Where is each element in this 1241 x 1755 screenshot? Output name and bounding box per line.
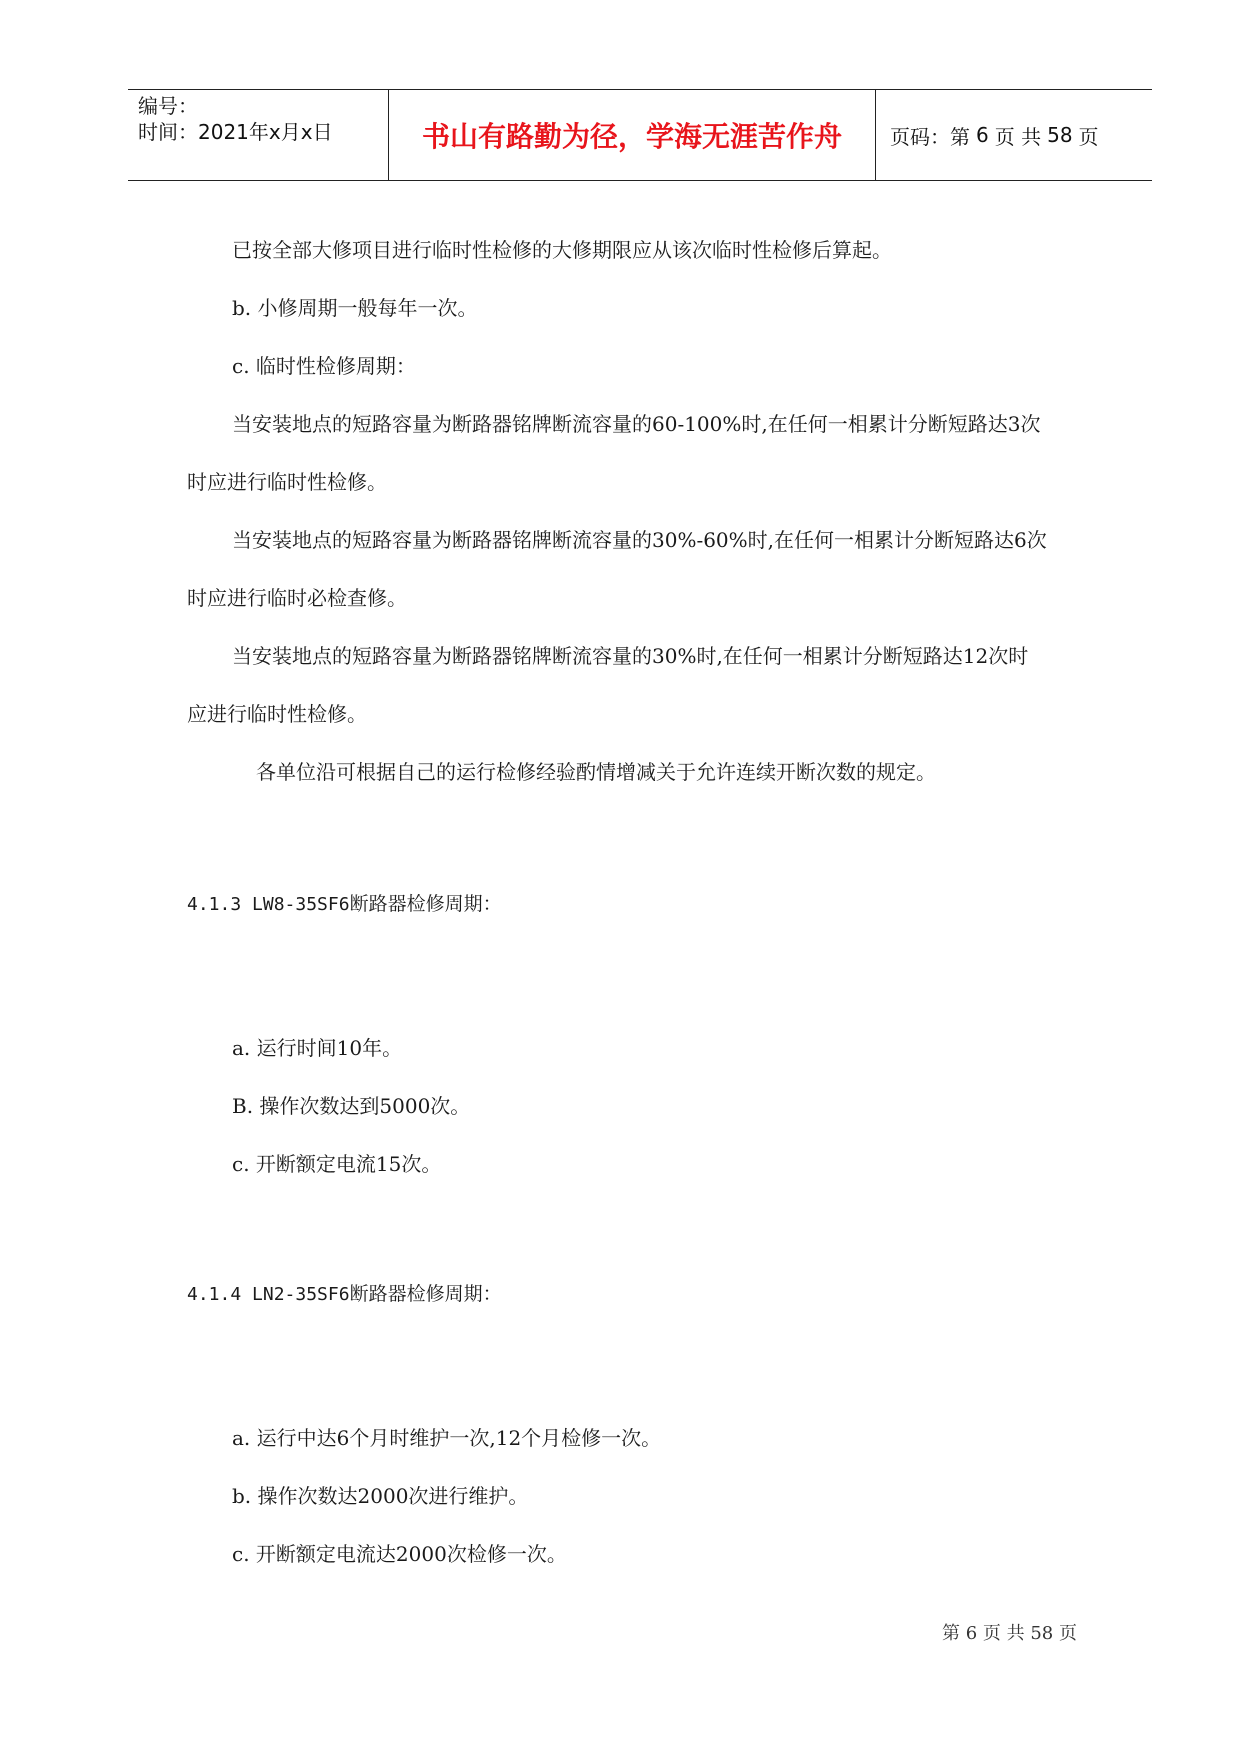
page-header	[128, 89, 1152, 181]
list-item-run-time: a. 运行时间10年。	[232, 1036, 403, 1060]
header-meta	[128, 90, 389, 180]
section-title: 断路器检修周期：	[349, 1283, 502, 1305]
paragraph-capacity-30-cont: 应进行临时性检修。	[187, 702, 367, 726]
time-label: 时间：2021年x月x日	[138, 120, 333, 144]
paragraph-capacity-30-60: 当安装地点的短路容量为断路器铭牌断流容量的30%-60%时,在任何一相累计分断短路达6次	[232, 528, 1047, 552]
paragraph-capacity-30-60-cont: 时应进行临时必检查修。	[187, 586, 407, 610]
paragraph-unit-rules: 各单位沿可根据自己的运行检修经验酌情增减关于允许连续开断次数的规定。	[256, 760, 936, 784]
section-number: 4.1.3 LW8-35SF6	[187, 894, 350, 915]
page-footer: 第 6 页 共 58 页	[942, 1623, 1077, 1644]
list-item-maintenance-months: a. 运行中达6个月时维护一次,12个月检修一次。	[232, 1426, 662, 1450]
paragraph-capacity-60-100-cont: 时应进行临时性检修。	[187, 470, 387, 494]
page-info-prefix: 页码：第	[890, 124, 970, 149]
code-label: 编号：	[138, 94, 198, 118]
page-info-suffix: 页	[1078, 124, 1099, 149]
page-info-total: 58	[1047, 123, 1073, 147]
list-item-minor-repair: b. 小修周期一般每年一次。	[232, 296, 478, 320]
section-heading-4-1-3	[187, 889, 502, 916]
paragraph-capacity-30: 当安装地点的短路容量为断路器铭牌断流容量的30%时,在任何一相累计分断短路达12次时	[232, 644, 1029, 668]
list-item-operation-maintenance: b. 操作次数达2000次进行维护。	[232, 1484, 529, 1508]
page-info-current: 6	[976, 123, 989, 147]
paragraph-capacity-60-100: 当安装地点的短路容量为断路器铭牌断流容量的60-100%时,在任何一相累计分断短路达3次	[232, 412, 1041, 436]
section-title: 断路器检修周期：	[349, 893, 502, 915]
list-item-temporary-repair: c. 临时性检修周期：	[232, 354, 416, 378]
list-item-rated-current-overhaul: c. 开断额定电流达2000次检修一次。	[232, 1542, 567, 1566]
header-page-info	[876, 90, 1152, 180]
list-item-rated-current: c. 开断额定电流15次。	[232, 1152, 442, 1176]
section-heading-4-1-4	[187, 1279, 502, 1306]
page-info-middle: 页 共	[994, 124, 1042, 149]
list-item-operation-count: B. 操作次数达到5000次。	[232, 1094, 471, 1118]
paragraph-overhaul-period: 已按全部大修项目进行临时性检修的大修期限应从该次临时性检修后算起。	[232, 238, 892, 262]
section-number: 4.1.4 LN2-35SF6	[187, 1284, 350, 1305]
header-motto: 书山有路勤为径，学海无涯苦作舟	[389, 90, 876, 180]
